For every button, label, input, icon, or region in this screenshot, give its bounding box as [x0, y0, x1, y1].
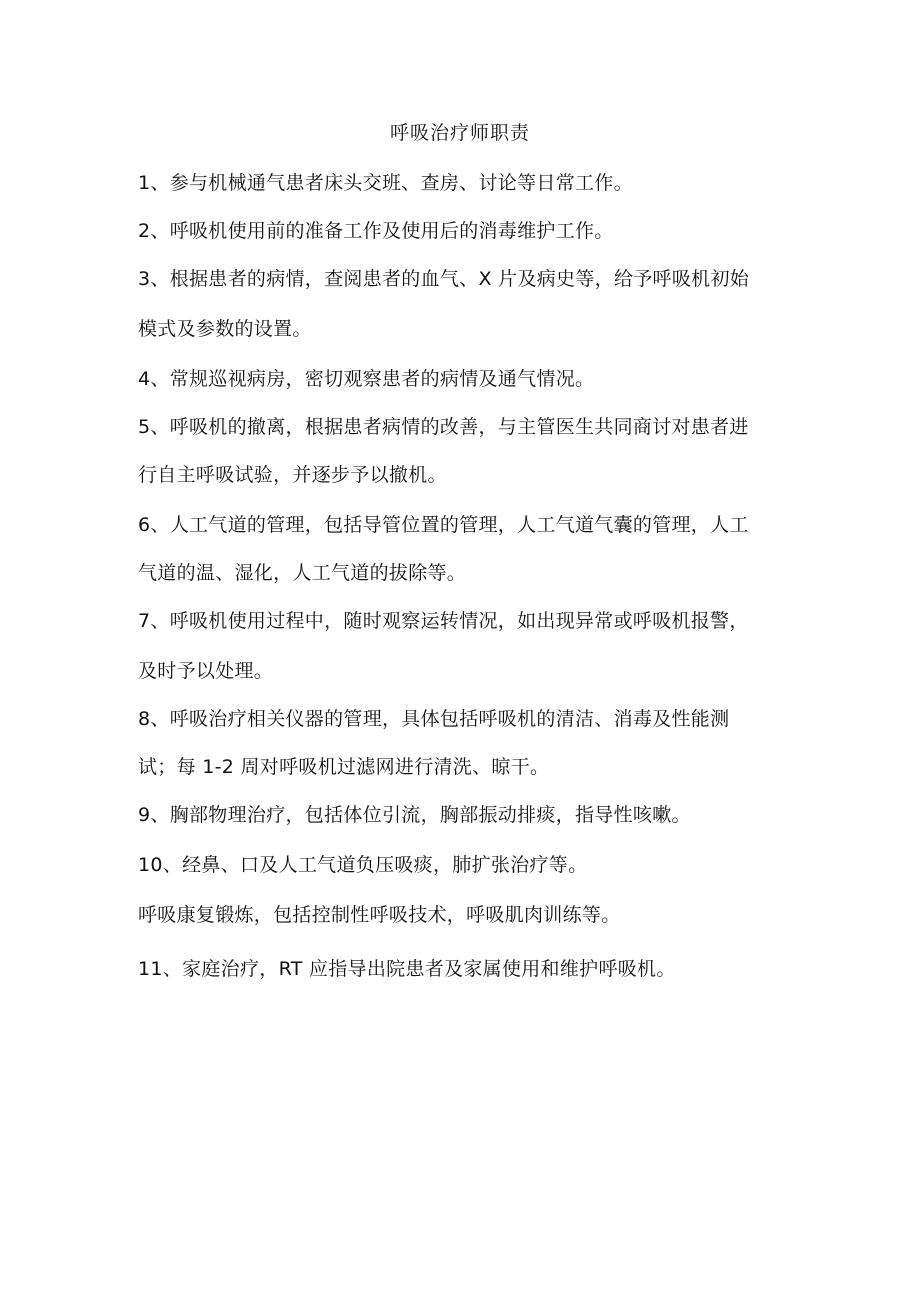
duty-line-6: 6、人工气道的管理，包括导管位置的管理，人工气道气囊的管理，人工 [138, 514, 749, 536]
duty-line-5-cont: 行自主呼吸试验，并逐步予以撤机。 [138, 464, 447, 486]
duty-line-10: 10、经鼻、口及人工气道负压吸痰，肺扩张治疗等。 [138, 854, 588, 876]
duty-line-3-cont: 模式及参数的设置。 [138, 318, 312, 340]
duty-line-9: 9、胸部物理治疗，包括体位引流，胸部振动排痰，指导性咳嗽。 [138, 804, 691, 826]
duty-line-7-cont: 及时予以处理。 [138, 660, 274, 682]
duty-line-7: 7、呼吸机使用过程中，随时观察运转情况，如出现异常或呼吸机报警， [138, 610, 749, 632]
duty-line-3: 3、根据患者的病情，查阅患者的血气、X 片及病史等，给予呼吸机初始 [138, 268, 750, 290]
duty-line-1: 1、参与机械通气患者床头交班、查房、讨论等日常工作。 [138, 172, 633, 194]
duty-line-8: 8、呼吸治疗相关仪器的管理，具体包括呼吸机的清洁、消毒及性能测 [138, 708, 730, 730]
duty-line-5: 5、呼吸机的撤离，根据患者病情的改善，与主管医生共同商讨对患者进 [138, 416, 749, 438]
duty-line-8-cont: 试；每 1-2 周对呼吸机过滤网进行清洗、晾干。 [138, 756, 550, 778]
duty-line-11: 11、家庭治疗，RT 应指导出院患者及家属使用和维护呼吸机。 [138, 958, 676, 980]
duty-line-6-cont: 气道的温、湿化，人工气道的拔除等。 [138, 562, 467, 584]
duty-line-2: 2、呼吸机使用前的准备工作及使用后的消毒维护工作。 [138, 220, 614, 242]
duty-line-4: 4、常规巡视病房，密切观察患者的病情及通气情况。 [138, 368, 595, 390]
page-title: 呼吸治疗师职责 [389, 122, 530, 144]
duty-line-10-sub: 呼吸康复锻炼，包括控制性呼吸技术，呼吸肌肉训练等。 [138, 904, 621, 926]
